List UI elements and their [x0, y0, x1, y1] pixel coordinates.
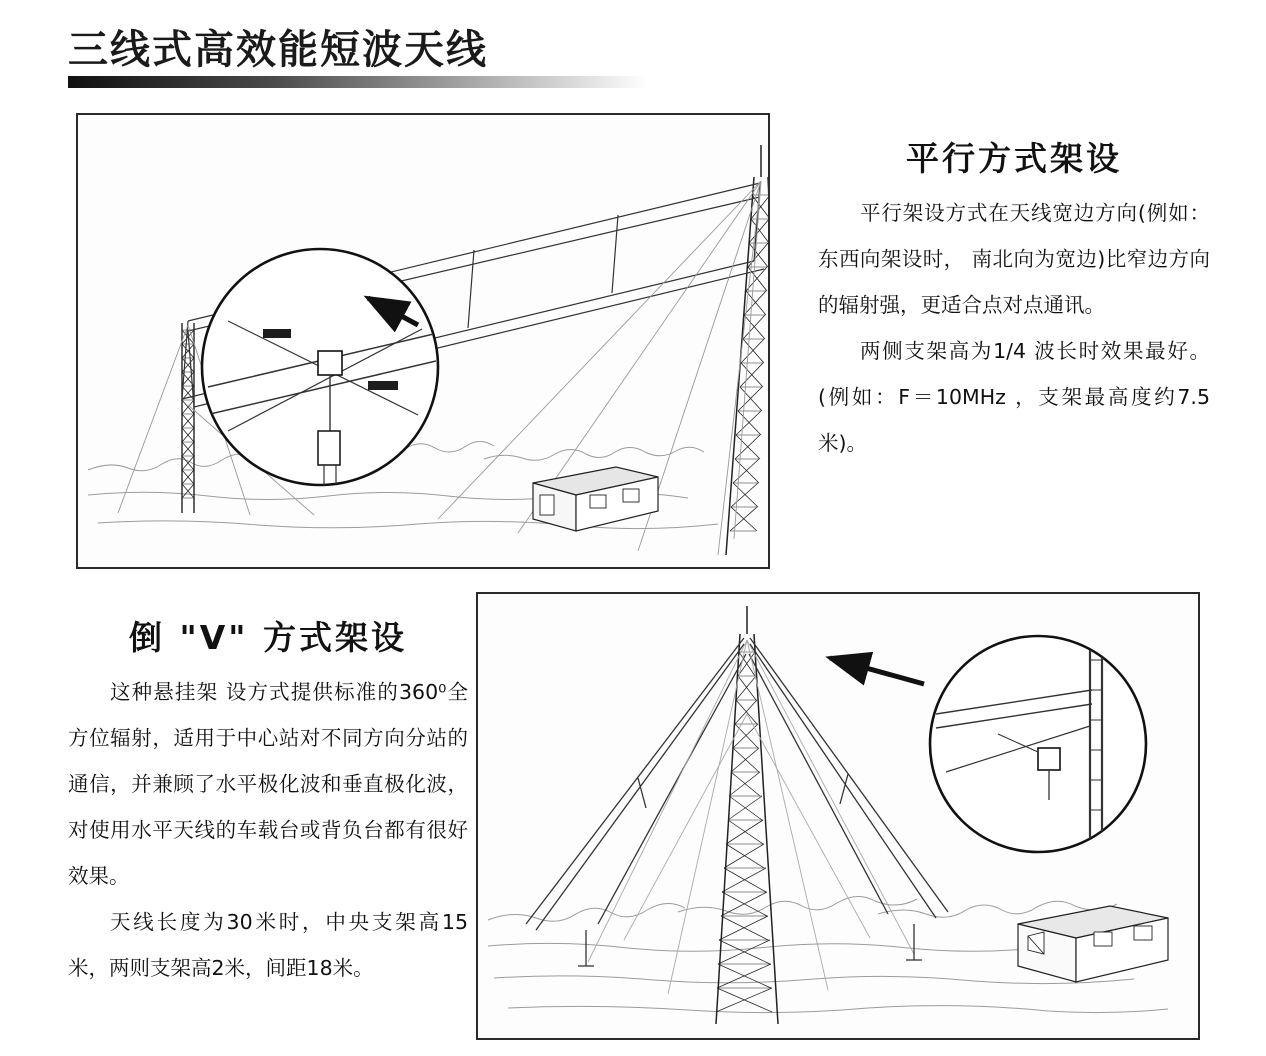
- section-inverted-v-heading: 倒 "V" 方式架设: [129, 618, 407, 657]
- section-parallel-heading: 平行方式架设: [906, 139, 1122, 178]
- figure-inverted-v-installation: [476, 592, 1200, 1040]
- page-title: 三线式高效能短波天线: [68, 27, 488, 73]
- left-mast: [182, 323, 194, 513]
- right-tower: [726, 145, 768, 555]
- equipment-shelter: [533, 467, 658, 531]
- detail-magnifier: [202, 249, 438, 487]
- detail-pointer-arrow: [830, 658, 924, 684]
- equipment-shelter: [1018, 906, 1168, 982]
- detail-magnifier: [930, 636, 1146, 852]
- section-inverted-v: [68, 612, 468, 991]
- section-inverted-v-body: [68, 669, 468, 991]
- paragraph: 这种悬挂架 设方式提供标准的360⁰全方位辐射，适用于中心站对不同方向分站的通信，并兼顾了水平极化波和垂直极化波，对使用水平天线的车载台或背负台都有很好效果。: [68, 680, 468, 888]
- section-parallel: [818, 133, 1210, 466]
- title-divider: [68, 76, 648, 88]
- paragraph: 平行架设方式在天线宽边方向(例如：东西向架设时， 南北向为宽边)比窄边方向的辐射强，更适合点对点通讯。: [818, 201, 1210, 317]
- figure-parallel-installation: [76, 113, 770, 569]
- paragraph: 天线长度为30米时，中央支架高15米，两则支架高2米，间距18米。: [68, 910, 468, 980]
- figure-inverted-v-drawing: [478, 594, 1198, 1038]
- section-parallel-body: [818, 190, 1210, 466]
- paragraph: 两侧支架高为1/4 波长时效果最好。(例如：F＝10MHz ，支架最高度约7.5米)。: [818, 339, 1210, 455]
- figure-parallel-drawing: [78, 115, 768, 567]
